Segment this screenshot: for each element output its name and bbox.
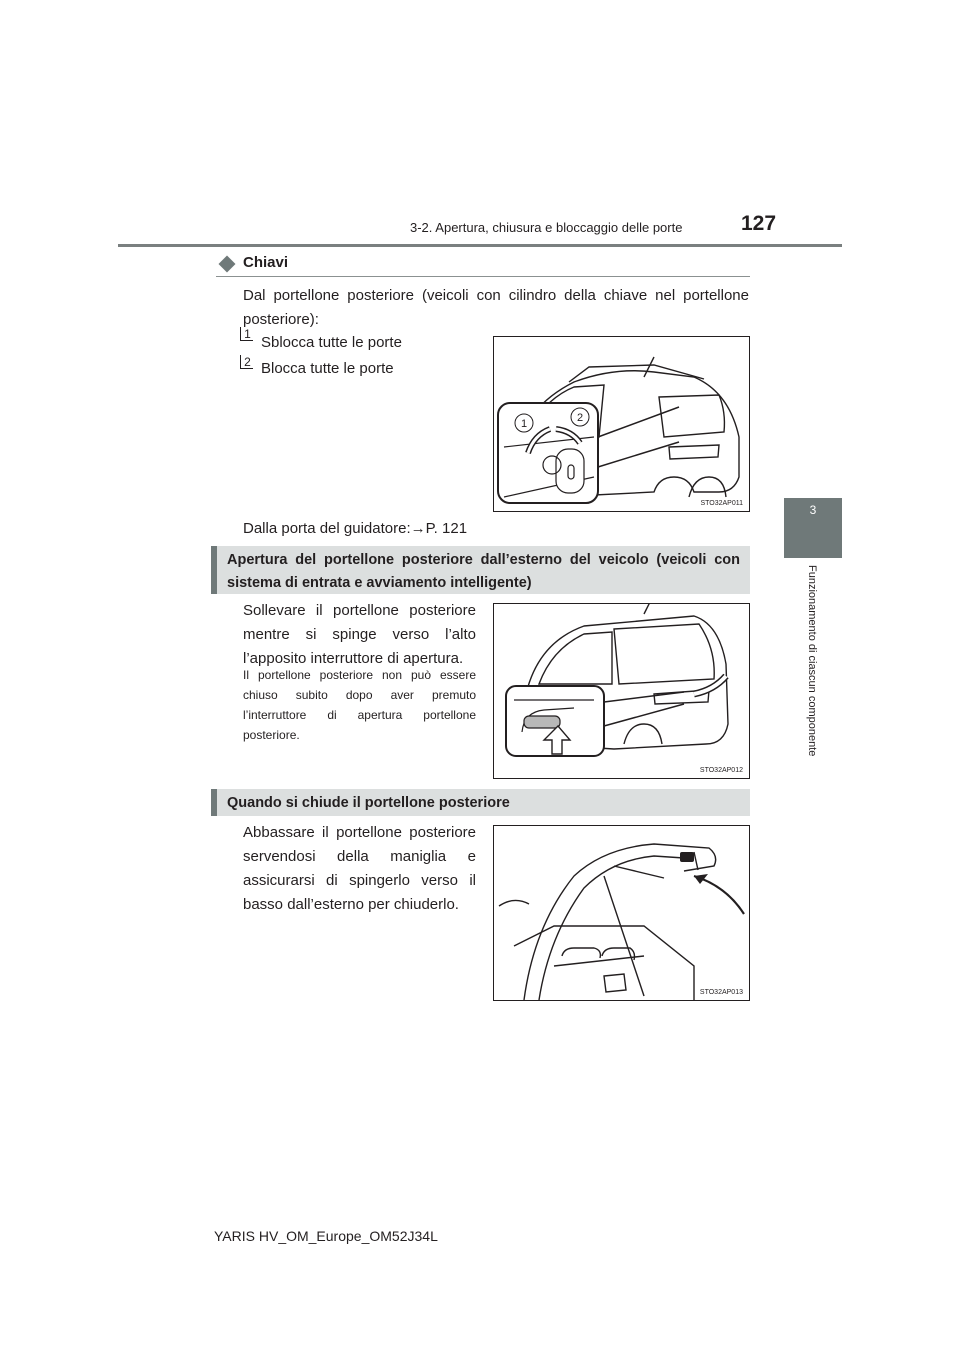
keys-figure	[493, 336, 750, 512]
diamond-bullet-icon	[219, 256, 236, 273]
keys-heading-rule	[216, 276, 750, 277]
opening-instructions: Sollevare il portellone posteriore mentre si spinge verso l’alto l’apposito interruttore di apertura.	[243, 602, 476, 667]
tailgate-switch-illustration	[494, 604, 749, 778]
keys-heading: Chiavi	[243, 254, 289, 271]
item-number-1: 1	[240, 327, 253, 341]
section-title: 3-2. Apertura, chiusura e bloccaggio delle porte	[410, 220, 683, 235]
closing-instructions: Abbassare il portellone posteriore servendosi della maniglia e assicurarsi di spingerlo verso il basso dall’esterno per chiuderlo.	[243, 824, 476, 913]
closing-tailgate-illustration	[494, 826, 749, 1000]
unlock-all-doors-text: Sblocca tutte le porte	[261, 334, 402, 351]
footer-document-id: YARIS HV_OM_Europe_OM52J34L	[214, 1228, 438, 1244]
opening-note: Il portellone posteriore non può essere chiuso subito dopo aver premuto l’interruttore di apertura portellone posteriore.	[243, 668, 476, 742]
figure-callout-2: 2	[576, 412, 584, 424]
driver-door-reference: Dalla porta del guidatore:→P. 121	[243, 520, 468, 537]
lock-all-doors-text: Blocca tutte le porte	[261, 360, 394, 377]
opening-figure	[493, 603, 750, 779]
closing-figure	[493, 825, 750, 1001]
figure-code: STO32AP013	[699, 989, 743, 996]
opening-section-header	[211, 546, 750, 594]
closing-section-title: Quando si chiude il portellone posteriore	[227, 795, 510, 811]
closing-section-header	[211, 789, 750, 816]
figure-callout-1: 1	[520, 418, 528, 430]
keys-intro: Dal portellone posteriore (veicoli con cilindro della chiave nel portellone posteriore):	[243, 287, 749, 328]
item-number-2: 2	[240, 355, 253, 369]
opening-section-title: Apertura del portellone posteriore dall’esterno del veicolo (veicoli con sistema di entrata e avviamento intelligente)	[227, 552, 740, 591]
chapter-number: 3	[809, 503, 817, 517]
car-rear-key-illustration	[494, 337, 749, 511]
header-divider	[118, 244, 842, 247]
figure-code: STO32AP011	[700, 500, 743, 507]
figure-code: STO32AP012	[699, 767, 743, 774]
chapter-label: Funzionamento di ciascun componente	[806, 565, 818, 757]
page-number: 127	[741, 212, 777, 235]
